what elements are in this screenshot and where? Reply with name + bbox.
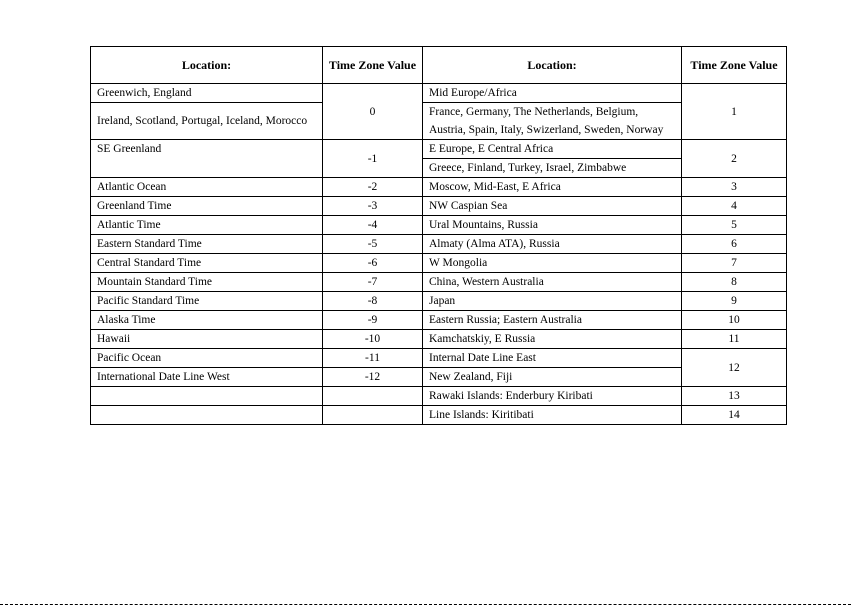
header-location-left: Location: (91, 47, 323, 84)
location-cell: Japan (423, 292, 682, 311)
location-cell: Pacific Standard Time (91, 292, 323, 311)
tz-value-cell: -4 (323, 216, 423, 235)
time-zone-table (90, 46, 787, 425)
table-row (91, 387, 787, 406)
table-row (91, 311, 787, 330)
location-cell (91, 406, 323, 425)
location-cell: E Europe, E Central Africa (423, 140, 682, 159)
tz-value-cell (323, 387, 423, 406)
tz-value-cell: -9 (323, 311, 423, 330)
location-cell: Ireland, Scotland, Portugal, Iceland, Morocco (91, 103, 323, 140)
location-cell: Atlantic Ocean (91, 178, 323, 197)
table-row (91, 406, 787, 425)
tz-value-cell: 5 (682, 216, 787, 235)
tz-value-cell: 10 (682, 311, 787, 330)
tz-value-cell: -10 (323, 330, 423, 349)
tz-value-cell: -3 (323, 197, 423, 216)
location-cell: Moscow, Mid-East, E Africa (423, 178, 682, 197)
tz-value-cell: 4 (682, 197, 787, 216)
tz-value-cell: 11 (682, 330, 787, 349)
location-cell: Austria, Spain, Italy, Swizerland, Sweden, Norway (423, 121, 682, 140)
tz-value-cell: -7 (323, 273, 423, 292)
tz-value-cell: -12 (323, 368, 423, 387)
page-edge-divider (0, 604, 851, 605)
tz-value-cell: -2 (323, 178, 423, 197)
header-tz-value-left: Time Zone Value (323, 47, 423, 84)
tz-value-cell: 2 (682, 140, 787, 178)
location-cell: Greenwich, England (91, 84, 323, 103)
location-cell: Almaty (Alma ATA), Russia (423, 235, 682, 254)
location-cell: Rawaki Islands: Enderbury Kiribati (423, 387, 682, 406)
tz-value-cell: 8 (682, 273, 787, 292)
tz-value-cell: 13 (682, 387, 787, 406)
tz-value-cell: -5 (323, 235, 423, 254)
location-cell: Atlantic Time (91, 216, 323, 235)
location-cell: Mountain Standard Time (91, 273, 323, 292)
location-cell: New Zealand, Fiji (423, 368, 682, 387)
table-header-row (91, 47, 787, 84)
tz-value-cell: 6 (682, 235, 787, 254)
location-cell: Eastern Russia; Eastern Australia (423, 311, 682, 330)
table-row (91, 140, 787, 159)
location-cell: NW Caspian Sea (423, 197, 682, 216)
tz-value-cell: 3 (682, 178, 787, 197)
location-cell: SE Greenland (91, 140, 323, 178)
location-cell: Alaska Time (91, 311, 323, 330)
table-row (91, 197, 787, 216)
location-cell: International Date Line West (91, 368, 323, 387)
location-cell: Eastern Standard Time (91, 235, 323, 254)
location-cell: Greece, Finland, Turkey, Israel, Zimbabwe (423, 159, 682, 178)
header-location-right: Location: (423, 47, 682, 84)
tz-value-cell: 12 (682, 349, 787, 387)
table-row (91, 216, 787, 235)
header-tz-value-right: Time Zone Value (682, 47, 787, 84)
table-row (91, 273, 787, 292)
table-row (91, 178, 787, 197)
table-row (91, 292, 787, 311)
table-row (91, 330, 787, 349)
location-cell: Internal Date Line East (423, 349, 682, 368)
tz-value-cell: -6 (323, 254, 423, 273)
tz-value-cell: -11 (323, 349, 423, 368)
location-cell (91, 387, 323, 406)
table-row (91, 349, 787, 368)
location-cell: Central Standard Time (91, 254, 323, 273)
table-row (91, 84, 787, 103)
tz-value-cell: -8 (323, 292, 423, 311)
tz-value-cell: 1 (682, 84, 787, 140)
table-row (91, 254, 787, 273)
location-cell: Hawaii (91, 330, 323, 349)
location-cell: W Mongolia (423, 254, 682, 273)
tz-value-cell: 14 (682, 406, 787, 425)
tz-value-cell (323, 406, 423, 425)
location-cell: China, Western Australia (423, 273, 682, 292)
table-row (91, 235, 787, 254)
location-cell: Line Islands: Kiritibati (423, 406, 682, 425)
tz-value-cell: -1 (323, 140, 423, 178)
location-cell: France, Germany, The Netherlands, Belgium, (423, 103, 682, 122)
tz-value-cell: 0 (323, 84, 423, 140)
location-cell: Pacific Ocean (91, 349, 323, 368)
location-cell: Mid Europe/Africa (423, 84, 682, 103)
location-cell: Greenland Time (91, 197, 323, 216)
tz-value-cell: 7 (682, 254, 787, 273)
location-cell: Kamchatskiy, E Russia (423, 330, 682, 349)
location-cell: Ural Mountains, Russia (423, 216, 682, 235)
tz-value-cell: 9 (682, 292, 787, 311)
